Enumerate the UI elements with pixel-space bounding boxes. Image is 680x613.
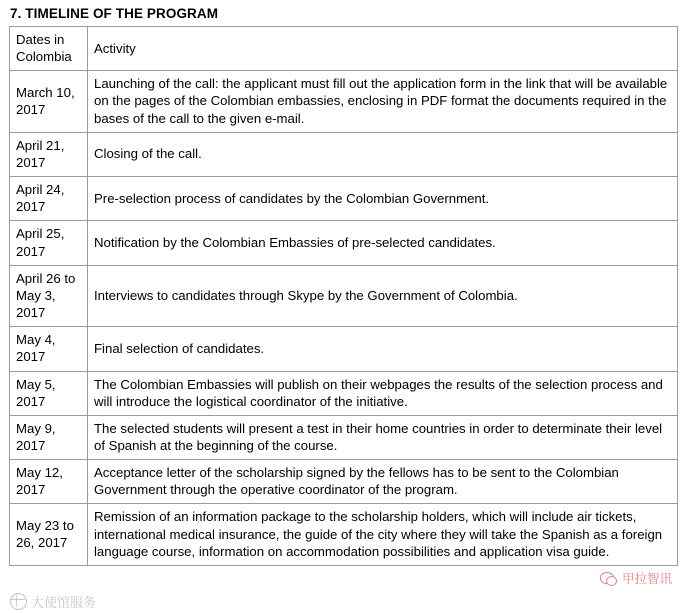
table-row	[10, 327, 678, 371]
cell-activity: Remission of an information package to the scholarship holders, which will include air tickets, international medical insurance, the guide of the city where they will take the Spanish as a foreign language course, information on accommodation possibilities and application visa guide.	[88, 504, 678, 565]
cell-date: March 10, 2017	[10, 71, 88, 132]
cell-activity: Launching of the call: the applicant must fill out the application form in the link that will be available on the pages of the Colombian embassies, enclosing in PDF format the documents required in the bases of the call to the given e-mail.	[88, 71, 678, 132]
cell-activity: Closing of the call.	[88, 132, 678, 176]
page-title: 7. TIMELINE OF THE PROGRAM	[10, 6, 219, 21]
cell-date: April 21, 2017	[10, 132, 88, 176]
cell-date: May 23 to 26, 2017	[10, 504, 88, 565]
cell-date: May 5, 2017	[10, 371, 88, 415]
globe-icon	[10, 593, 27, 610]
table-row	[10, 371, 678, 415]
cell-date: April 25, 2017	[10, 221, 88, 265]
site-watermark	[10, 592, 96, 611]
cell-activity: The selected students will present a test in their home countries in order to determinate their level of Spanish at the beginning of the course.	[88, 415, 678, 459]
site-watermark-label: 大使馆服务	[31, 595, 97, 610]
cell-activity: Final selection of candidates.	[88, 327, 678, 371]
cell-date: May 12, 2017	[10, 460, 88, 504]
cell-activity: Interviews to candidates through Skype by the Government of Colombia.	[88, 265, 678, 326]
table-row	[10, 132, 678, 176]
wechat-watermark-label: 甲拉智讯	[621, 572, 672, 586]
cell-activity: Pre-selection process of candidates by the Colombian Government.	[88, 177, 678, 221]
timeline-table	[9, 26, 678, 566]
cell-date: April 26 to May 3, 2017	[10, 265, 88, 326]
table-row	[10, 71, 678, 132]
column-header-dates-line2: Colombia	[16, 49, 72, 65]
wechat-icon	[600, 571, 617, 586]
wechat-watermark	[600, 569, 672, 587]
table-row	[10, 460, 678, 504]
table-row	[10, 221, 678, 265]
cell-date: May 4, 2017	[10, 327, 88, 371]
cell-activity: The Colombian Embassies will publish on their webpages the results of the selection process and will introduce the logistical coordinator of the initiative.	[88, 371, 678, 415]
cell-activity: Acceptance letter of the scholarship signed by the fellows has to be sent to the Colombian Government through the operative coordinator of the program.	[88, 460, 678, 504]
table-row	[10, 504, 678, 565]
cell-date: April 24, 2017	[10, 177, 88, 221]
column-header-dates	[10, 27, 88, 71]
column-header-activity: Activity	[88, 27, 678, 71]
cell-activity: Notification by the Colombian Embassies of pre-selected candidates.	[88, 221, 678, 265]
column-header-dates-line1: Dates in	[16, 32, 65, 47]
table-row	[10, 415, 678, 459]
cell-date: May 9, 2017	[10, 415, 88, 459]
table-row	[10, 177, 678, 221]
table-header-row	[10, 27, 678, 71]
table-row	[10, 265, 678, 326]
